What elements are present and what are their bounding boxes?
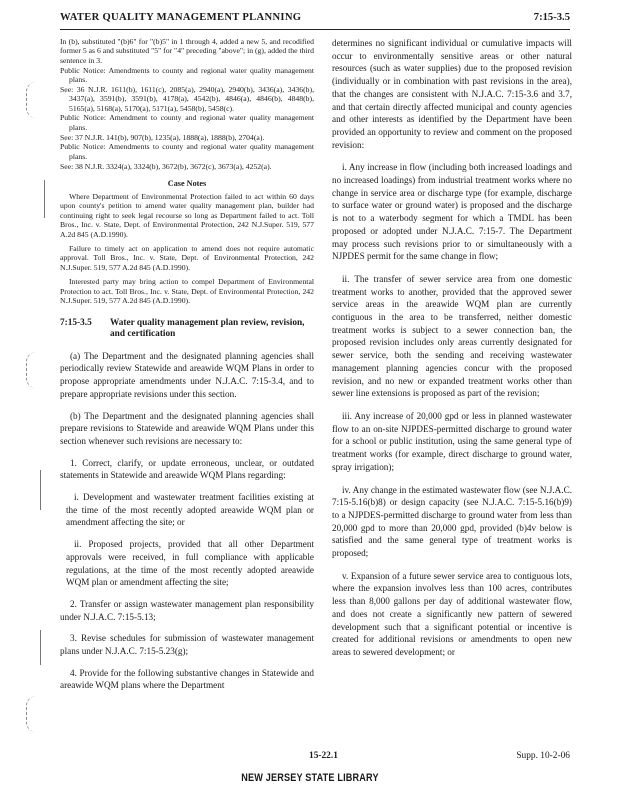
paragraph: i. Any increase in flow (including both increased loadings and no increased loadings) from industrial treatment works where no change in service area or discharge type (for example, discharge to surface water or ground water) is proposed and the discharge is not to a waterbody segment for which a TMDL has been proposed or adopted under N.J.A.C. 7:15-7. The Department may process such revisions prior to or simultaneously with a NJPDES permit for the same change in flow; — [332, 162, 572, 262]
paragraph: i. Development and wastewater treatment facilities existing at the time of the most recently adopted areawide WQM plan or amendment affecting the site; or — [66, 492, 314, 528]
margin-mark — [44, 180, 45, 218]
history-notes — [60, 37, 314, 171]
case-note: Where Department of Environmental Protection failed to act within 60 days upon county's petition to amend water quality management plan, builder had continuing right to seek legal recourse so long as Department failed to act. Toll Bros., Inc. v. State, Dept. of Environmental Protection, 242 N.J.Super. 519, 577 A.2d 845 (A.D.1990). — [60, 192, 314, 239]
page-footer — [0, 751, 618, 771]
paragraph: determines no significant individual or cumulative impacts will occur to environmentally sensitive areas or other natural resources (such as water supplies) due to the proposed revision (individually or in combination with past revisions in the area), that the changes are consistent with N.J.A.C. 7:15-3.6 and 3.7, and that certain directly affected municipal and county agencies and other interests as identified by the Department have been provided an opportunity to review and comment on the proposed revision: — [332, 38, 572, 150]
case-note: Interested party may bring action to compel Department of Environmental Protection to act. Toll Bros., Inc. v. State, Dept. of Environmental Protection, 242 N.J.Super. 519, 577 A.2d 845 (A.D.1990). — [60, 277, 314, 306]
paragraph: ii. The transfer of sewer service area from one domestic treatment works to another, provided that the approved sewer service areas in the areawide WQM plan are currently contiguous in the area to be transferred, neither domestic treatment works is subject to a sewer connection ban, the proposed revision includes only areas currently designated for sewer service, both the sending and receiving wastewater management planning agencies concur with the proposed revision, and no new or expanded treatment works other than sewer line extensions is proposed as part of the revision; — [332, 273, 572, 399]
left-column — [60, 37, 314, 701]
section-title: Water quality management plan review, revision, and certification — [110, 317, 305, 340]
library-stamp: NEW JERSEY STATE LIBRARY — [241, 772, 379, 784]
section-heading — [60, 318, 314, 341]
section-number: 7:15-3.5 — [60, 317, 92, 328]
history-note: In (b), substituted "(b)6" for "(b)5" in 1 through 4, added a new 5, and recodified former 5 as 6 and substituted "5" for "4" preceding "above"; in (g), added the third sentence in 3. — [60, 37, 314, 65]
history-note: Public Notice: Amendments to county and regional water quality management plans. — [60, 65, 314, 85]
history-note: See: 36 N.J.R. 1611(b), 1611(c), 2085(a), 2940(a), 2940(b), 3436(a), 3436(b), 3437(a), 3591(b), 3591(b), 4178(a), 4542(b), 4846(a), 4846(b), 4848(b), 5165(a), 5168(a), 5170(a), 5171(a), 5458(b), 5458(c). — [60, 84, 314, 113]
paragraph: (b) The Department and the designated planning agencies shall prepare revisions to Statewide and areawide WQM Plans under this section whenever such revisions are necessary to: — [60, 410, 314, 446]
paragraph: 4. Provide for the following substantive changes in Statewide and areawide WQM plans where the Department — [60, 667, 314, 691]
case-note: Failure to timely act on application to amend does not require automatic approval. Toll Bros., Inc. v. State, Dept. of Environmental Protection, 242 N.J.Super. 519, 577 A.2d 845 (A.D.1990). — [60, 244, 314, 272]
history-note: Public Notice: Amendment to county and regional water quality management plans. — [60, 113, 314, 132]
paragraph: ii. Proposed projects, provided that all other Department approvals were received, in full compliance with applicable regulations, at the time of the most recently adopted areawide WQM plan or amendment affecting the site; — [66, 539, 314, 588]
margin-mark — [40, 470, 41, 510]
paragraph: 2. Transfer or assign wastewater management plan responsibility under N.J.A.C. 7:15-5.13; — [60, 598, 314, 622]
header-section: 7:15-3.5 — [533, 12, 570, 23]
history-note: See: 37 N.J.R. 141(b), 907(b), 1235(a), 1888(a), 1888(b), 2704(a). — [60, 132, 265, 142]
right-column — [332, 37, 572, 669]
paragraph: iii. Any increase of 20,000 gpd or less in planned wastewater flow to an on-site NJPDES-permitted discharge to ground water for a school or public institution, using the same general type of treatment works (for example, direct discharge to ground water, spray irrigation); — [332, 410, 572, 472]
margin-mark — [40, 630, 41, 665]
page-number: 15-22.1 — [309, 751, 338, 761]
paragraph: 1. Correct, clarify, or update erroneous, unclear, or outdated statements in Statewide and areawide WQM Plans regarding: — [60, 457, 314, 481]
paragraph: 3. Revise schedules for submission of wastewater management plans under N.J.A.C. 7:15-5.23(g); — [60, 633, 314, 657]
margin-bracket — [26, 696, 36, 732]
margin-bracket — [26, 352, 36, 388]
paragraph: (a) The Department and the designated planning agencies shall periodically review Statewide and areawide WQM Plans in order to propose appropriate amendments under N.J.A.C. 7:15-3.4, and to prepare appropriate revisions under this section. — [60, 350, 314, 399]
paragraph: iv. Any change in the estimated wastewater flow (see N.J.A.C. 7:15-5.16(b)8) or design capacity (see N.J.A.C. 7:15-5.16(b)9) to a NJPDES-permitted discharge to ground water from less than 20,000 gpd to more than 20,000 gpd, provided (b)4v below is satisfied and the same general type of treatment works is proposed; — [332, 484, 572, 559]
header-title: WATER QUALITY MANAGEMENT PLANNING — [60, 12, 302, 23]
history-note: Public Notice: Amendments to county and regional water quality management plans. — [60, 142, 314, 161]
running-header — [60, 10, 570, 30]
paragraph: v. Expansion of a future sewer service area to contiguous lots, where the expansion involves less than 100 acres, contributes less than 8,000 gallons per day of additional wastewater flow, and does not create a significantly new pattern of sewered development such that a significant potential or incentive is created for additional revisions or amendments to open new areas to sewered development; or — [332, 570, 572, 657]
supplement-date: Supp. 10-2-06 — [516, 751, 570, 761]
case-notes-heading: Case Notes — [167, 179, 207, 189]
history-note: See: 38 N.J.R. 3324(a), 3324(b), 3672(b), 3672(c), 3673(a), 4252(a). — [60, 161, 272, 171]
margin-bracket — [26, 82, 36, 118]
